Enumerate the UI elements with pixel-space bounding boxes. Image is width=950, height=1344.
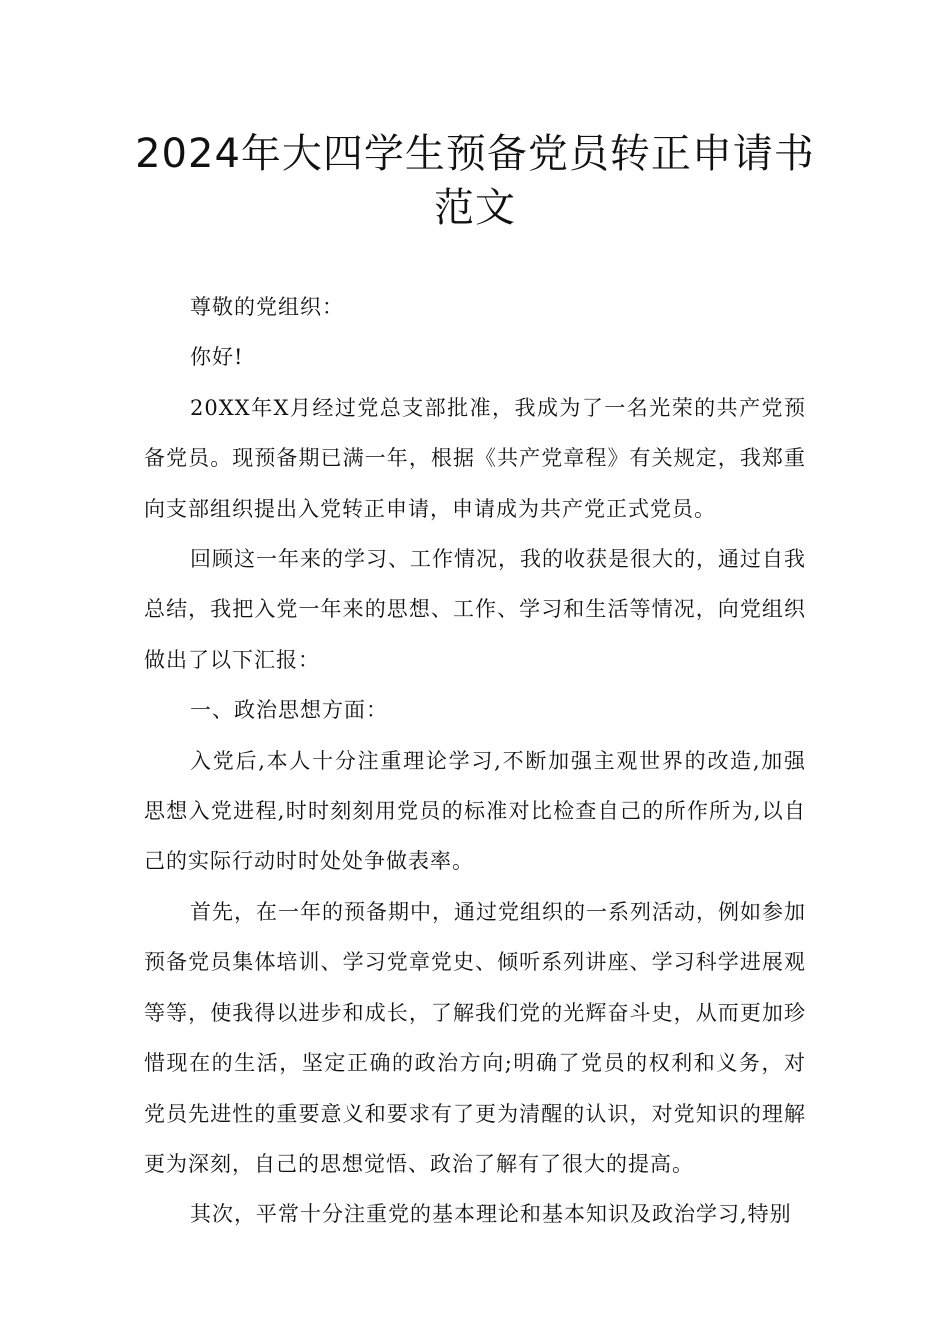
greeting: 你好!: [190, 345, 244, 370]
document-title: 2024年大四学生预备党员转正申请书范文: [135, 131, 815, 231]
paragraph-theory-study: 入党后,本人十分注重理论学习,不断加强主观世界的改造,加强思想入党进程,时时刻刻用党员的标准对比检查自己的所作所为,以自己的实际行动时时处处争做表率。: [144, 748, 806, 874]
document-body: [144, 282, 806, 1240]
paragraph-first: 首先，在一年的预备期中，通过党组织的一系列活动，例如参加预备党员集体培训、学习党章党史、倾听系列讲座、学习科学进展观等等，使我得以进步和成长，了解我们党的光辉奋斗史，从而更加珍惜现在的生活，坚定正确的政治方向;明确了党员的权利和义务，对党员先进性的重要意义和要求有了更为清醒的认识，对党知识的理解更为深刻，自己的思想觉悟、政治了解有了很大的提高。: [144, 899, 806, 1176]
salutation: 尊敬的党组织：: [190, 295, 344, 319]
paragraph-intro: 20XX年X月经过党总支部批准，我成为了一名光荣的共产党预备党员。现预备期已满一年，根据《共产党章程》有关规定，我郑重向支部组织提出入党转正申请，申请成为共产党正式党员。: [144, 395, 806, 521]
paragraph-review: 回顾这一年来的学习、工作情况，我的收获是很大的，通过自我总结，我把入党一年来的思想、工作、学习和生活等情况，向党组织做出了以下汇报：: [144, 547, 806, 672]
paragraph-second: 其次，平常十分注重党的基本理论和基本知识及政治学习,特别: [190, 1202, 792, 1227]
section-heading-political: 一、政治思想方面：: [190, 698, 388, 723]
